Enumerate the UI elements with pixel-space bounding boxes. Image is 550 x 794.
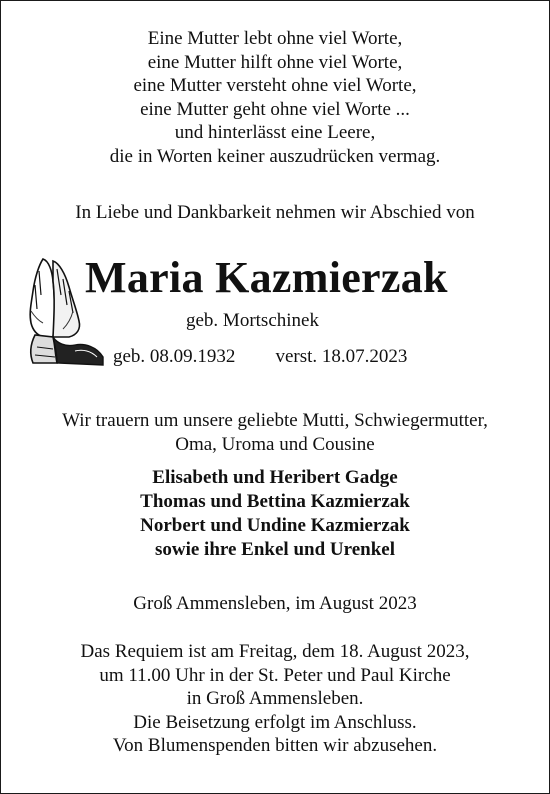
service-line: um 11.00 Uhr in der St. Peter und Paul Kirche — [99, 664, 451, 686]
life-dates — [113, 345, 407, 369]
mourning-line: Oma, Uroma und Cousine — [175, 434, 375, 455]
farewell-intro: In Liebe und Dankbarkeit nehmen wir Abschied von — [75, 202, 475, 223]
service-line: Die Beisetzung erfolgt im Anschluss. — [133, 711, 417, 733]
place-date: Groß Ammensleben, im August 2023 — [133, 593, 417, 614]
family-member: Elisabeth und Heribert Gadge — [152, 467, 398, 488]
service-line: Das Requiem ist am Freitag, dem 18. August 2023, — [80, 641, 470, 662]
poem-line: und hinterlässt eine Leere, — [174, 122, 376, 143]
family-member: Norbert und Undine Kazmierzak — [140, 515, 410, 536]
poem-line: eine Mutter hilft ohne viel Worte, — [147, 51, 403, 73]
mourning-text — [1, 409, 549, 457]
poem-line: die in Worten keiner auszudrücken vermag. — [109, 145, 441, 167]
poem-line: eine Mutter geht ohne viel Worte ... — [140, 98, 410, 120]
family-member: sowie ihre Enkel und Urenkel — [154, 539, 395, 560]
birth-date: geb. 08.09.1932 — [113, 346, 236, 367]
mourning-line: Wir trauern um unsere geliebte Mutti, Schwiegermutter, — [62, 410, 488, 431]
service-info — [1, 640, 549, 758]
service-line: Von Blumenspenden bitten wir abzusehen. — [112, 735, 438, 756]
death-date: verst. 18.07.2023 — [275, 346, 408, 367]
service-line: in Groß Ammensleben. — [186, 688, 364, 709]
poem — [1, 27, 549, 168]
poem-line: Eine Mutter lebt ohne viel Worte, — [147, 28, 403, 49]
poem-line: eine Mutter versteht ohne viel Worte, — [133, 75, 417, 96]
family-list — [1, 466, 549, 562]
deceased-name: Maria Kazmierzak — [85, 253, 448, 302]
family-member: Thomas und Bettina Kazmierzak — [140, 491, 410, 512]
birth-name: geb. Mortschinek — [186, 310, 319, 331]
